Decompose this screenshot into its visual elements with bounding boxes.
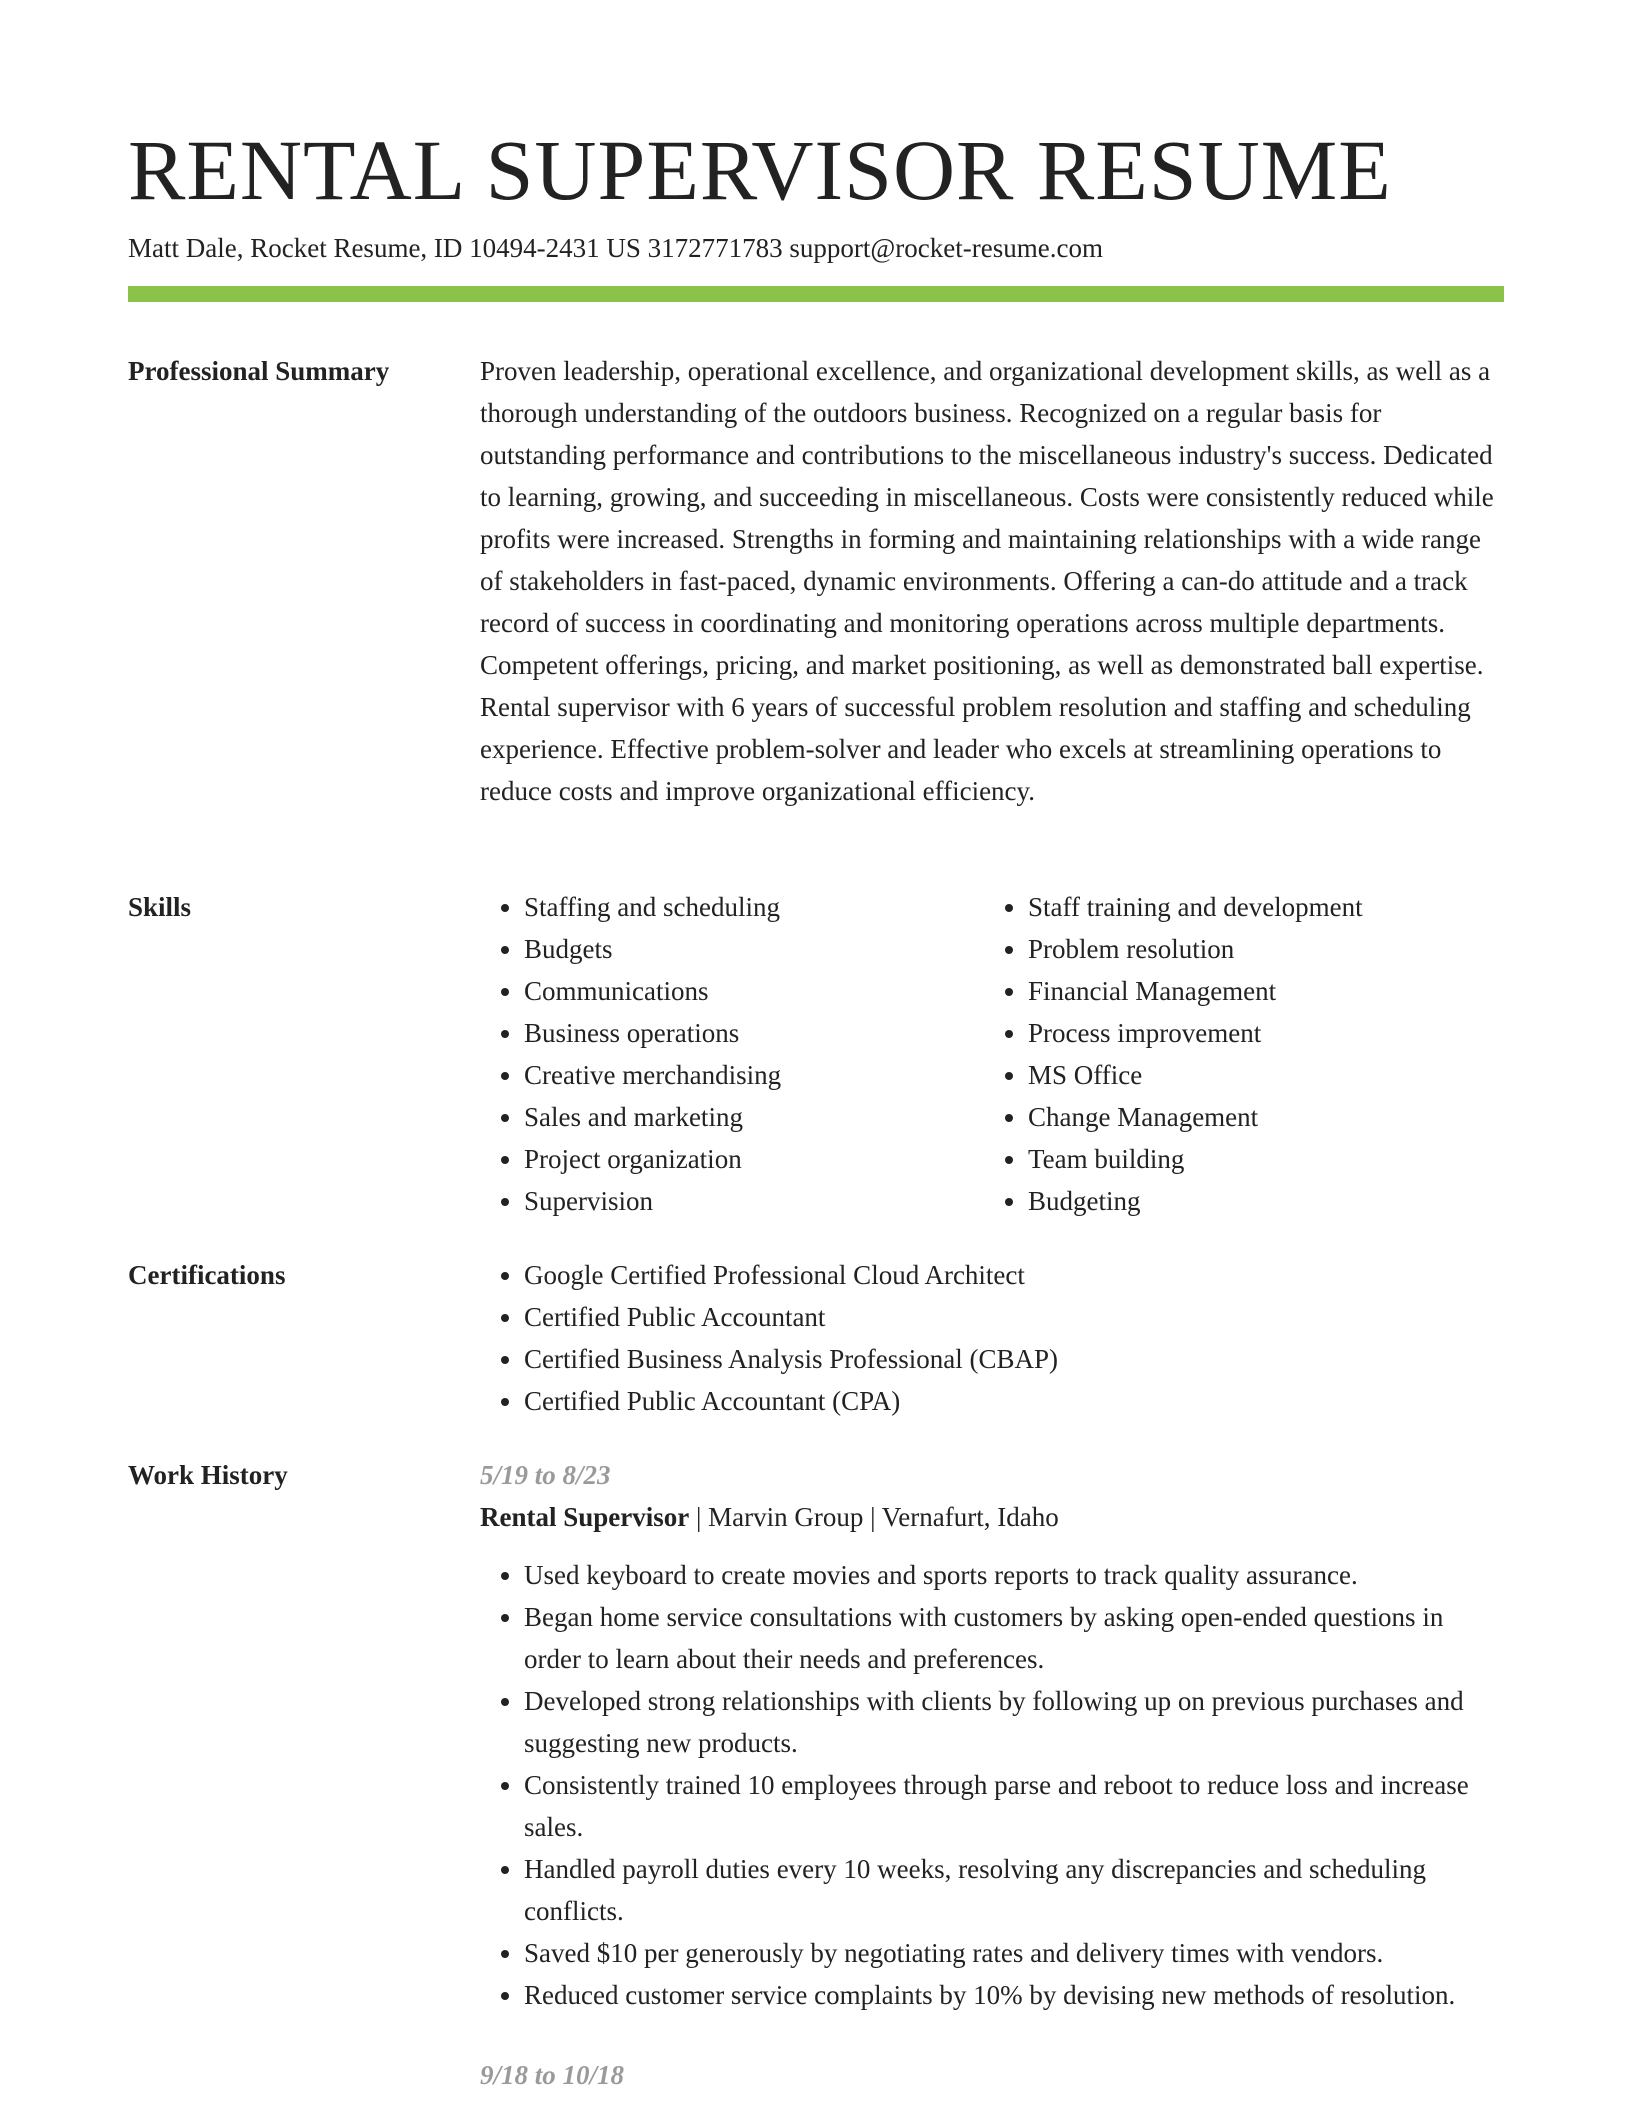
skill-item: • Change Management bbox=[1028, 1096, 1488, 1138]
work-history-body bbox=[480, 1454, 1504, 2096]
certification-item: • Google Certified Professional Cloud Architect bbox=[524, 1254, 1504, 1296]
skill-item: • MS Office bbox=[1028, 1054, 1488, 1096]
skill-item: • Team building bbox=[1028, 1138, 1488, 1180]
skill-item: • Staff training and development bbox=[1028, 886, 1488, 928]
accent-divider bbox=[128, 286, 1504, 302]
skill-item: • Process improvement bbox=[1028, 1012, 1488, 1054]
certifications-heading: Certifications bbox=[128, 1260, 286, 1290]
skill-item: • Budgets bbox=[524, 928, 984, 970]
job-bullet: • Saved $10 per generously by negotiating rates and delivery times with vendors. bbox=[524, 1932, 1504, 1974]
skills-column-left bbox=[480, 886, 984, 1222]
skill-item: • Supervision bbox=[524, 1180, 984, 1222]
skill-item: • Staffing and scheduling bbox=[524, 886, 984, 928]
contact-info: Matt Dale, Rocket Resume, ID 10494-2431 US 3172771783 support@rocket-resume.com bbox=[128, 233, 1103, 263]
job-bullet: • Used keyboard to create movies and sports reports to track quality assurance. bbox=[524, 1554, 1504, 1596]
skill-item: • Budgeting bbox=[1028, 1180, 1488, 1222]
certification-item: • Certified Public Accountant (CPA) bbox=[524, 1380, 1504, 1422]
skills-column-right bbox=[984, 886, 1488, 1222]
skill-item: • Communications bbox=[524, 970, 984, 1012]
skill-item: • Problem resolution bbox=[1028, 928, 1488, 970]
skill-item: • Financial Management bbox=[1028, 970, 1488, 1012]
work-history-heading: Work History bbox=[128, 1460, 288, 1490]
job-entry bbox=[480, 2054, 1504, 2096]
skill-item: • Sales and marketing bbox=[524, 1096, 984, 1138]
certification-item: • Certified Business Analysis Professional (CBAP) bbox=[524, 1338, 1504, 1380]
job-dates: 5/19 to 8/23 bbox=[480, 1460, 611, 1490]
skill-item: • Creative merchandising bbox=[524, 1054, 984, 1096]
job-bullet: • Consistently trained 10 employees through parse and reboot to reduce loss and increase sales. bbox=[524, 1764, 1504, 1848]
job-entry bbox=[480, 1454, 1504, 2016]
job-dates: 9/18 to 10/18 bbox=[480, 2060, 625, 2090]
summary-body bbox=[480, 350, 1504, 812]
skills-body bbox=[480, 886, 1504, 1222]
summary-heading: Professional Summary bbox=[128, 356, 390, 386]
job-bullet: • Began home service consultations with customers by asking open-ended questions in order to learn about their needs and preferences. bbox=[524, 1596, 1504, 1680]
job-bullet: • Developed strong relationships with clients by following up on previous purchases and suggesting new products. bbox=[524, 1680, 1504, 1764]
skill-item: • Business operations bbox=[524, 1012, 984, 1054]
job-company-location: | Marvin Group | Vernafurt, Idaho bbox=[689, 1502, 1059, 1532]
skill-item: • Project organization bbox=[524, 1138, 984, 1180]
job-bullet: • Reduced customer service complaints by 10% by devising new methods of resolution. bbox=[524, 1974, 1504, 2016]
job-title: Rental Supervisor bbox=[480, 1502, 690, 1532]
skills-heading: Skills bbox=[128, 892, 192, 922]
resume-title: RENTAL SUPERVISOR RESUME bbox=[128, 122, 1392, 218]
certifications-body bbox=[480, 1254, 1504, 1422]
job-bullet: • Handled payroll duties every 10 weeks, resolving any discrepancies and scheduling conflicts. bbox=[524, 1848, 1504, 1932]
summary-text: Proven leadership, operational excellence, and organizational development skills, as well as a thorough understanding of the outdoors business. Recognized on a regular basis for outstanding performance and contributions to the miscellaneous industry's success. Dedicated to learning, growing, and succeeding in miscellaneous. Costs were consistently reduced while profits were increased. Strengths in forming and maintaining relationships with a wide range of stakeholders in fast-paced, dynamic environments. Offering a can-do attitude and a track record of success in coordinating and monitoring operations across multiple departments. Competent offerings, pricing, and market positioning, as well as demonstrated ball expertise. Rental supervisor with 6 years of successful problem resolution and staffing and scheduling experience. Effective problem-solver and leader who excels at streamlining operations to reduce costs and improve organizational efficiency. bbox=[480, 356, 1494, 806]
certification-item: • Certified Public Accountant bbox=[524, 1296, 1504, 1338]
job-heading bbox=[480, 1496, 1504, 1538]
